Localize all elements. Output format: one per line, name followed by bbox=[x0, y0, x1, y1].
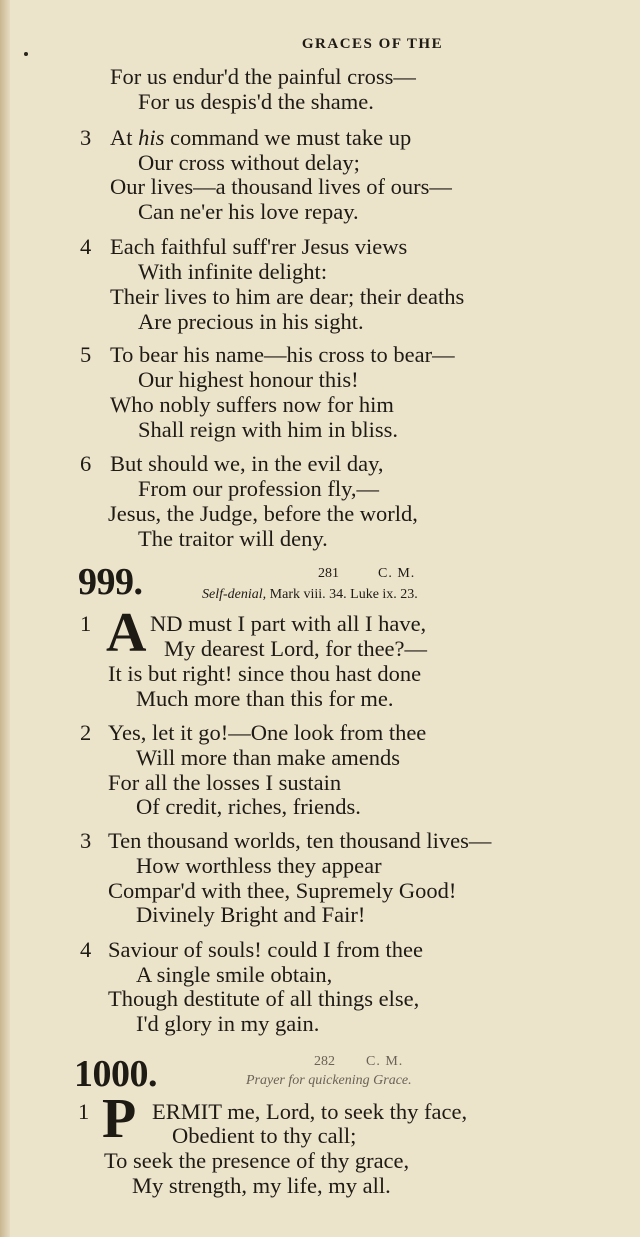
verse-line: Will more than make amends bbox=[136, 745, 401, 770]
drop-cap: A bbox=[106, 602, 147, 664]
drop-cap: P bbox=[102, 1088, 137, 1150]
verse-line: Saviour of souls! could I from thee bbox=[108, 937, 423, 962]
verse-line: It is but right! since thou hast done bbox=[108, 661, 422, 686]
verse-line: For us despis'd the shame. bbox=[138, 89, 374, 114]
verse-line: Jesus, the Judge, before the world, bbox=[108, 501, 418, 526]
verse-line: With infinite delight: bbox=[138, 259, 328, 284]
verse-line: Each faithful suff'rer Jesus views bbox=[110, 234, 408, 259]
verse-line: ND must I part with all I have, bbox=[150, 611, 427, 636]
verse-line: To bear his name—his cross to bear— bbox=[110, 342, 455, 367]
stanza-number: 1 bbox=[78, 1099, 90, 1124]
running-header: GRACES OF THE bbox=[301, 36, 444, 52]
hymn-index: 281 bbox=[318, 566, 339, 581]
verse-line: For us endur'd the painful cross— bbox=[110, 64, 416, 89]
verse-line: Compar'd with thee, Supremely Good! bbox=[108, 878, 457, 903]
verse-line: Can ne'er his love repay. bbox=[138, 199, 359, 224]
stanza-number: 3 bbox=[80, 828, 92, 853]
hymn-subject bbox=[202, 587, 418, 603]
verse-line: The traitor will deny. bbox=[138, 526, 328, 551]
verse-line: I'd glory in my gain. bbox=[136, 1011, 320, 1036]
verse-line: Yes, let it go!—One look from thee bbox=[108, 720, 427, 745]
verse-line: Our highest honour this! bbox=[138, 367, 359, 392]
verse-line: My strength, my life, my all. bbox=[132, 1173, 391, 1198]
stanza-number: 4 bbox=[80, 234, 92, 259]
hymn-number: 1000. bbox=[74, 1053, 157, 1095]
verse-line: Who nobly suffers now for him bbox=[110, 392, 394, 417]
hymn-subject bbox=[246, 1073, 412, 1089]
verse-line: Our lives—a thousand lives of ours— bbox=[110, 174, 452, 199]
verse-line: My dearest Lord, for thee?— bbox=[164, 636, 428, 661]
hymn-number: 999. bbox=[78, 561, 143, 603]
verse-line: Our cross without delay; bbox=[138, 150, 360, 175]
verse-line: Divinely Bright and Fair! bbox=[136, 902, 366, 927]
verse-line: To seek the presence of thy grace, bbox=[104, 1148, 410, 1173]
verse-line: Shall reign with him in bliss. bbox=[138, 417, 399, 442]
verse-line: Obedient to thy call; bbox=[172, 1123, 357, 1148]
stanza-number: 5 bbox=[80, 342, 92, 367]
verse-line: At his command we must take up bbox=[110, 125, 412, 150]
hymn-subject-title: Self-denial, bbox=[202, 587, 267, 602]
verse-line: For all the losses I sustain bbox=[108, 770, 342, 795]
scripture-reference: Mark viii. 34. Luke ix. 23. bbox=[269, 587, 418, 602]
stanza-number: 6 bbox=[80, 451, 92, 476]
hymn-subject-title: Prayer for quickening Grace. bbox=[246, 1073, 412, 1088]
verse-line: From our profession fly,— bbox=[138, 476, 380, 501]
page-edge bbox=[0, 0, 10, 1237]
verse-line: Though destitute of all things else, bbox=[108, 986, 420, 1011]
verse-line: Of credit, riches, friends. bbox=[136, 794, 361, 819]
hymn-meter: C. M. bbox=[366, 1054, 404, 1069]
verse-line: How worthless they appear bbox=[136, 853, 382, 878]
verse-line: A single smile obtain, bbox=[136, 962, 333, 987]
verse-line: But should we, in the evil day, bbox=[110, 451, 384, 476]
stanza-number: 2 bbox=[80, 720, 92, 745]
verse-line: Ten thousand worlds, ten thousand lives— bbox=[108, 828, 492, 853]
stanza-number: 3 bbox=[80, 125, 92, 150]
stanza-number: 1 bbox=[80, 611, 92, 636]
stanza-number: 4 bbox=[80, 937, 92, 962]
verse-line: Much more than this for me. bbox=[136, 686, 394, 711]
hymn-index: 282 bbox=[314, 1054, 335, 1069]
verse-line: ERMIT me, Lord, to seek thy face, bbox=[152, 1099, 468, 1124]
verse-line: Are precious in his sight. bbox=[138, 309, 364, 334]
hymn-meter: C. M. bbox=[378, 566, 416, 581]
verse-line: Their lives to him are dear; their deaths bbox=[110, 284, 465, 309]
